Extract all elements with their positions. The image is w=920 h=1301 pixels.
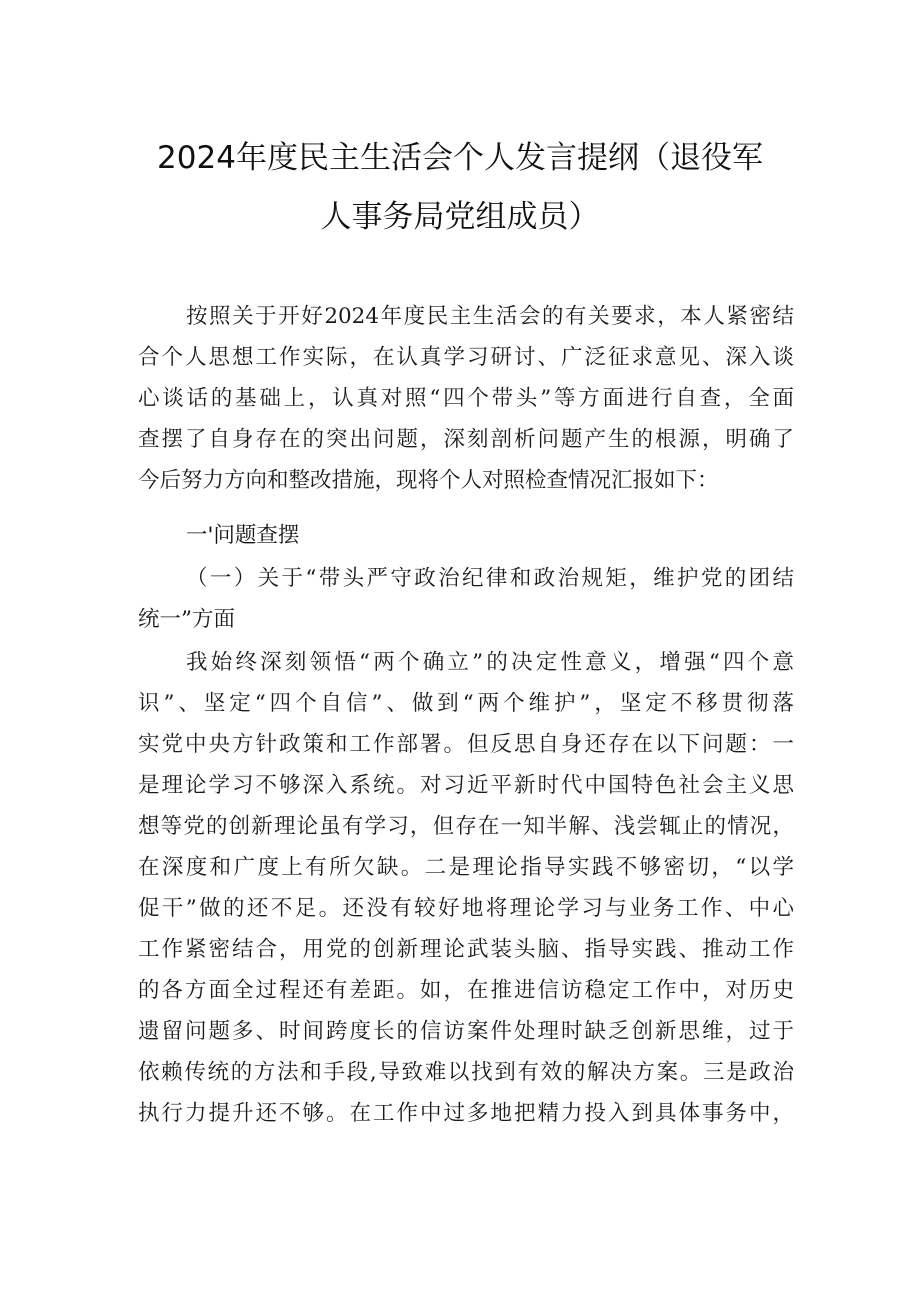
body-paragraph-line: 依赖传统的方法和手段,导致难以找到有效的解决方案。三是政治: [138, 1060, 794, 1085]
intro-paragraph-line: 合个人思想工作实际，在认真学习研讨、广泛征求意见、深入谈: [138, 345, 794, 370]
body-paragraph-line: 识”、坚定“四个自信”、做到“两个维护”，坚定不移贯彻落: [138, 691, 794, 716]
body-paragraph-line: 想等党的创新理论虽有学习，但存在一知半解、浅尝辄止的情况，: [138, 814, 794, 839]
body-paragraph-line: 促干”做的还不足。还没有较好地将理论学习与业务工作、中心: [138, 896, 794, 921]
document-title-line-2: 人事务局党组成员）: [320, 199, 600, 235]
body-paragraph-line: 遗留问题多、时间跨度长的信访案件处理时缺乏创新思维，过于: [138, 1019, 794, 1044]
body-paragraph-line: 实党中央方针政策和工作部署。但反思自身还存在以下问题：一: [138, 732, 794, 757]
section-heading: 一'问题查摆: [186, 523, 300, 548]
body-paragraph-line: 是理论学习不够深入系统。对习近平新时代中国特色社会主义思: [138, 773, 794, 798]
intro-paragraph-line: 心谈话的基础上，认真对照“四个带头”等方面进行自查，全面: [138, 386, 794, 411]
body-paragraph-line: 执行力提升还不够。在工作中过多地把精力投入到具体事务中，: [138, 1101, 794, 1126]
intro-paragraph-line: 查摆了自身存在的突出问题，深刻剖析问题产生的根源，明确了: [138, 427, 794, 452]
body-paragraph-line: 我始终深刻领悟“两个确立”的决定性意义，增强“四个意: [186, 650, 794, 675]
intro-paragraph-line: 今后努力方向和整改措施，现将个人对照检查情况汇报如下：: [138, 468, 719, 493]
subsection-heading-line: （一）关于“带头严守政治纪律和政治规矩，维护党的团结: [186, 566, 794, 591]
subsection-heading-line: 统一”方面: [138, 607, 235, 632]
document-title-line-1: 2024年度民主生活会个人发言提纲（退役军: [157, 140, 763, 176]
body-paragraph-line: 的各方面全过程还有差距。如，在推进信访稳定工作中，对历史: [138, 978, 794, 1003]
body-paragraph-line: 工作紧密结合，用党的创新理论武装头脑、指导实践、推动工作: [138, 937, 794, 962]
intro-paragraph-line: 按照关于开好2024年度民主生活会的有关要求，本人紧密结: [186, 304, 794, 329]
body-paragraph-line: 在深度和广度上有所欠缺。二是理论指导实践不够密切，“以学: [138, 855, 794, 880]
